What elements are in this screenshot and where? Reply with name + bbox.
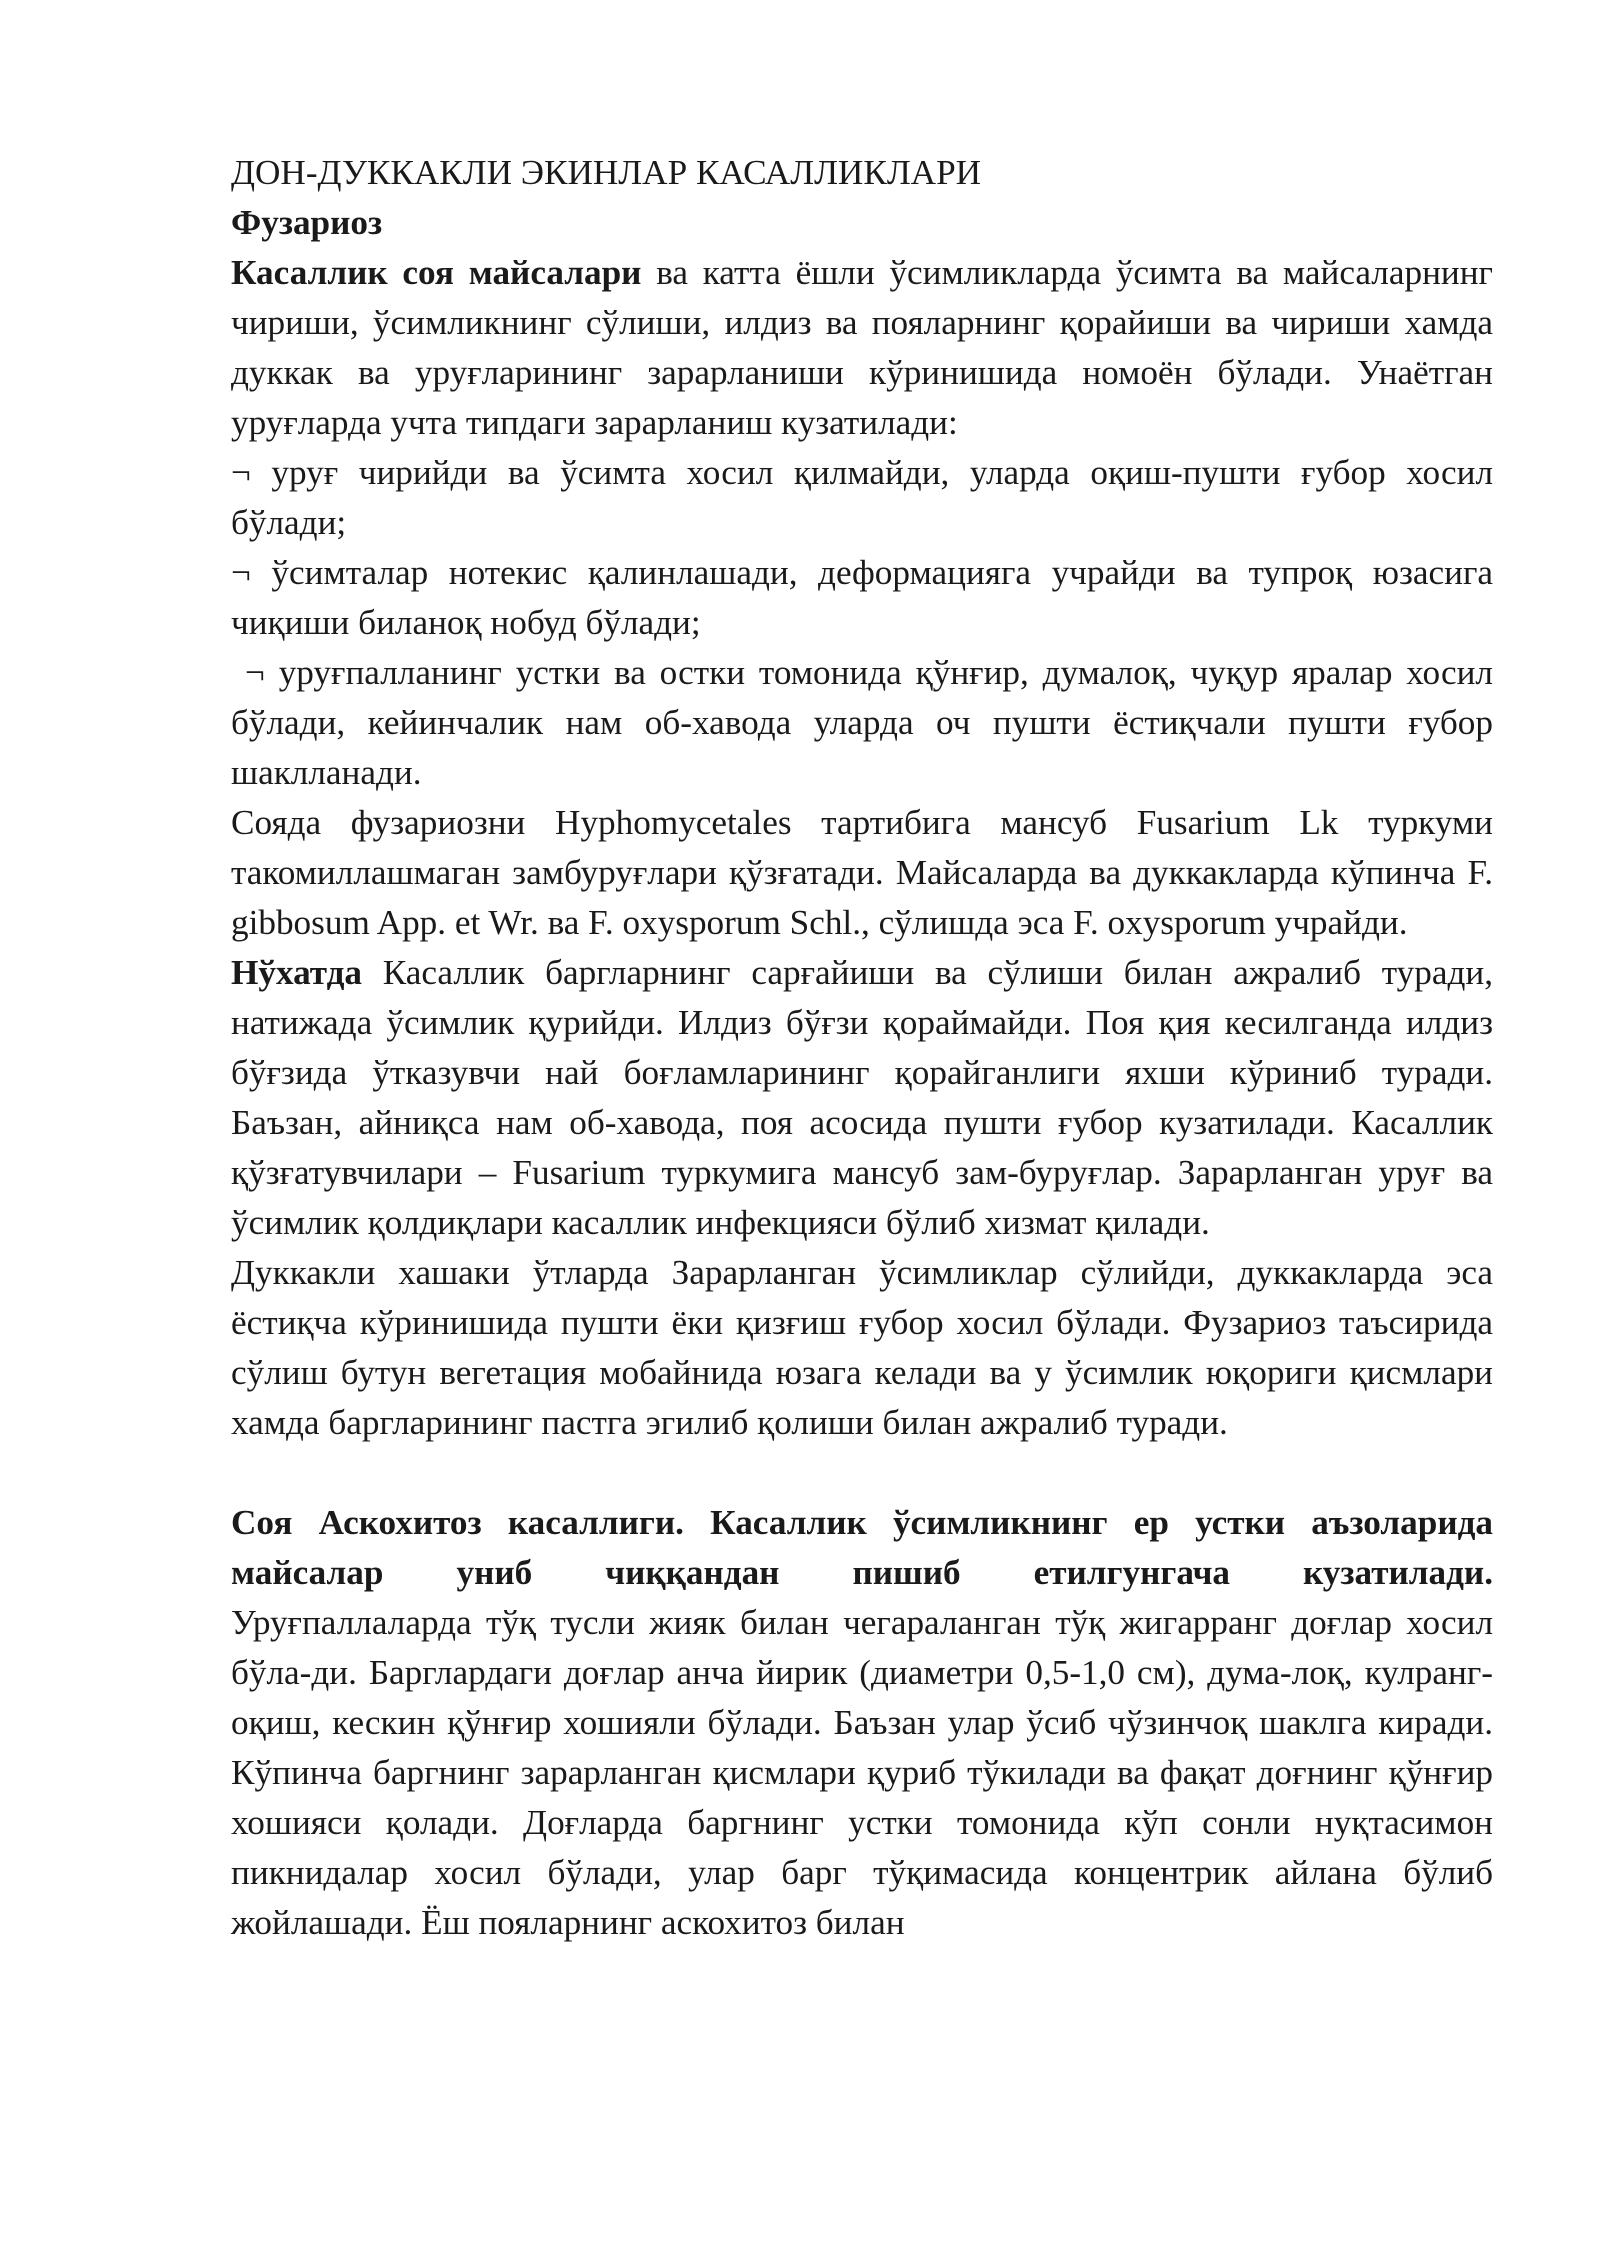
bullet-item-2: ¬ ўсимталар нотекис қалинлашади, деформацияга учрайди ва тупроқ юзасига чиқиши биланоқ нобуд бўлади; [231,553,1493,642]
bullet-item-1: ¬ уруғ чирийди ва ўсимта хосил қилмайди, уларда оқиш-пушти ғубор хосил бўлади; [231,453,1493,542]
paragraph-2: Сояда фузариозни Hyphomycetales тартибига мансуб Fusarium Lk туркуми такомиллашмаган замбуруғлари қўзғатади. Майсаларда ва дуккакларда кўпинча F. gibbosum App. et Wr. ва F. oxysporum Schl., сўлишда эса F. oxysporum учрайди. [231,803,1493,942]
paragraph-5-lead [231,1498,1493,1598]
paragraph-3 [231,948,1493,1248]
paragraph-1 [231,248,1493,448]
paragraph-5: Уруғпаллаларда тўқ тусли жияк билан чегараланган тўқ жигарранг доғлар хосил бўла-ди. Барглардаги доғлар анча йирик (диаметри 0,5-1,0 см), дума-лоқ, кулранг-оқиш, кескин қўнғир хошияли бўлади. Баъзан улар ўсиб чўзинчоқ шаклга киради. Кўпинча баргнинг зарарланган қисмлари қуриб тўкилади ва фақат доғнинг қўнғир хошияси қолади. Доғларда баргнинг устки томонида кўп сонли нуқтасимон пикнидалар хосил бўлади, улар барг тўқимасида концентрик айлана бўлиб жойлашади. Ёш пояларнинг аскохитоз билан [231,1603,1493,1942]
bullet-item-3: ¬ уруғпалланинг устки ва остки томонида қўнғир, думалоқ, чуқур яралар хосил бўлади, кейинчалик нам об-хавода уларда оч пушти ёстиқчали пушти ғубор шаклланади. [231,653,1493,792]
paragraph-1-lead: Касаллик соя майсалари [231,253,642,292]
document-page [231,148,1493,1948]
paragraph-3-text: Касаллик баргларнинг сарғайиши ва сўлиши билан ажралиб туради, натижада ўсимлик қурийди. Илдиз бўғзи қораймайди. Поя қия кесилганда илдиз бўғзида ўтказувчи най боғламларининг қорайганлиги яхши кўриниб туради. Баъзан, айниқса нам об-хавода, поя асосида пушти ғубор кузатилади. Касаллик қўзғатувчилари – Fusarium туркумига мансуб зам-буруғлар. Зарарланган уруғ ва ўсимлик қолдиқлари касаллик инфекцияси бўлиб хизмат қилади. [231,953,1493,1242]
blank-line [231,1448,1493,1498]
section-heading: Фузариоз [231,203,383,242]
paragraph-3-lead: Нўхатда [231,953,362,992]
paragraph-4: Дуккакли хашаки ўтларда Зарарланган ўсимликлар сўлийди, дуккакларда эса ёстиқча кўринишида пушти ёки қизғиш ғубор хосил бўлади. Фузариоз таъсирида сўлиш бутун вегетация мобайнида юзага келади ва у ўсимлик юқориги қисмлари хамда баргларининг пастга эгилиб қолиши билан ажралиб туради. [231,1253,1493,1442]
document-title: ДОН-ДУККАКЛИ ЭКИНЛАР КАСАЛЛИКЛАРИ [231,153,982,192]
paragraph-1-text: ва катта ёшли ўсимликларда ўсимта ва майсаларнинг чириши, ўсимликнинг сўлиши, илдиз ва пояларнинг қорайиши ва чириши хамда дуккак ва уруғларининг зарарланиши кўринишида номоён бўлади. Унаётган уруғларда учта типдаги зарарланиш кузатилади: [231,253,1493,442]
paragraph-5-lead-text: Соя Аскохитоз касаллиги. Касаллик ўсимликнинг ер устки аъзоларида майсалар униб чиққандан пишиб етилгунгача кузатилади. [231,1503,1493,1592]
